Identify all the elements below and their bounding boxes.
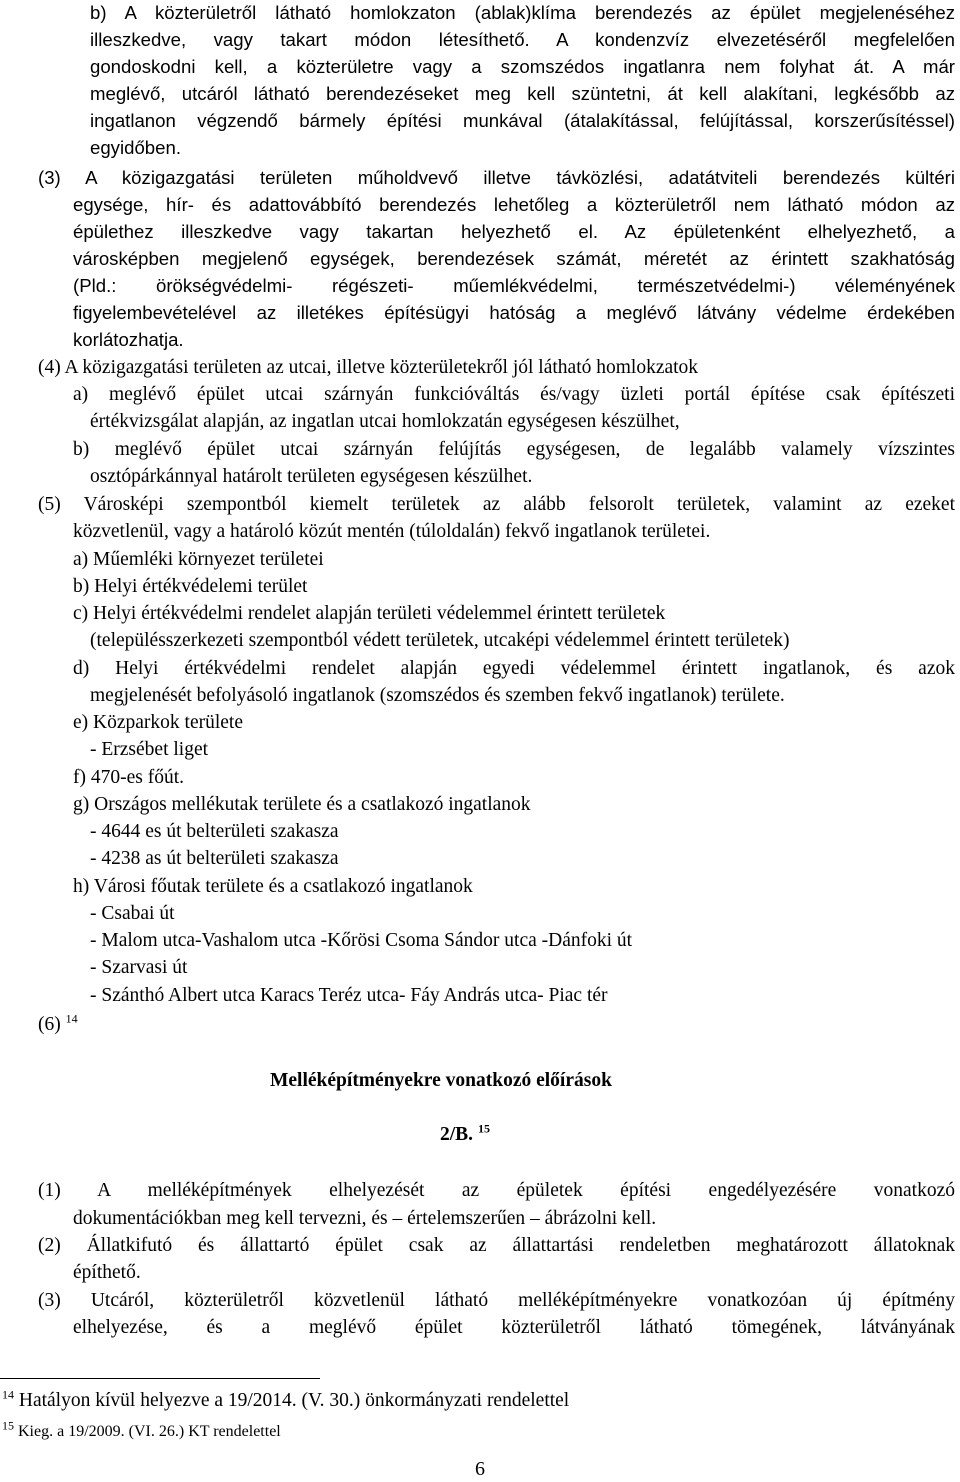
- intro-line: egyidőben.: [90, 137, 181, 158]
- intro-line: b) A közterületről látható homlokzaton (ablak)klíma berendezés az épület megjelenéséhez: [90, 2, 955, 23]
- footnote-text: Hatályon kívül helyezve a 19/2014. (V. 30.) önkormányzati rendelettel: [18, 1390, 570, 1411]
- footnote-divider: [0, 1378, 320, 1379]
- para-5-head: (5) Városképi szempontból kiemelt területek az alább felsorolt területek, valamint az ezeket: [38, 494, 955, 515]
- para-3-line: (Pld.: örökségvédelmi- régészeti- műemlékvédelmi, természetvédelmi-) véleményének: [73, 275, 955, 296]
- para-3-line: városképben megjelenő egységek, berendezések számát, méretét az érintett szakhatóság: [73, 248, 955, 269]
- intro-line: meglévő, utcáról látható berendezéseket meg kell szüntetni, át kell alakítani, legkésőbb az: [90, 83, 955, 104]
- footnote-ref[interactable]: 15: [477, 1121, 490, 1136]
- footnote-number: 15: [2, 1418, 14, 1433]
- page-number: 6: [475, 1458, 485, 1480]
- s2b-para-2: építhető.: [73, 1262, 141, 1283]
- para-4-a: értékvizsgálat alapján, az ingatlan utcai homlokzatán egységesen készülhet,: [90, 411, 680, 432]
- para-4-b: osztópárkánnyal határolt területen egységesen készülhet.: [90, 466, 533, 487]
- section-number: [440, 1122, 490, 1148]
- para-3-line: egysége, hír- és adattovábbító berendezés lehetőleg a közterületről nem látható módon az: [73, 194, 955, 215]
- para-5-a: a) Műemléki környezet területei: [73, 549, 324, 570]
- para-3-line: épülethez illeszkedve vagy takartan helyezhető el. Az épületenként elhelyezhető, a: [73, 221, 955, 242]
- para-5-c: c) Helyi értékvédelmi rendelet alapján területi védelemmel érintett területek: [73, 603, 666, 624]
- list-item: - 4238 as út belterületi szakasza: [90, 848, 339, 869]
- list-item: - Csabai út: [90, 903, 175, 924]
- para-5-d: megjelenését befolyásoló ingatlanok (szomszédos és szemben fekvő ingatlanok) területe.: [90, 685, 785, 706]
- list-item: - Malom utca-Vashalom utca -Kőrösi Csoma Sándor utca -Dánfoki út: [90, 930, 633, 951]
- s2b-para-2: (2) Állatkifutó és állattartó épület csak az állattartási rendeletben meghatározott állatoknak: [38, 1235, 955, 1256]
- para-4-head: (4) A közigazgatási területen az utcai, illetve közterületekről jól látható homlokzatok: [38, 357, 699, 378]
- para-5-d: d) Helyi értékvédelmi rendelet alapján egyedi védelemmel érintett ingatlanok, és azok: [73, 658, 955, 679]
- para-5-b: b) Helyi értékvédelemi terület: [73, 576, 308, 597]
- para-6-label: (6): [38, 1014, 61, 1035]
- footnote-15: [2, 1418, 281, 1441]
- intro-line: gondoskodni kell, a közterületre vagy a szomszédos ingatlanra nem folyhat át. A már: [90, 56, 955, 77]
- para-5-e: e) Közparkok területe: [73, 712, 243, 733]
- s2b-para-1: dokumentációkban meg kell tervezni, és – értelemszerűen – ábrázolni kell.: [73, 1208, 657, 1229]
- s2b-para-3: elhelyezése, és a meglévő épület közterületről látható tömegének, látványának: [73, 1317, 955, 1338]
- list-item: - Szarvasi út: [90, 957, 188, 978]
- s2b-para-3: (3) Utcáról, közterületről közvetlenül látható melléképítményekre vonatkozóan új építmény: [38, 1290, 955, 1311]
- para-3-line: figyelembevételével az illetékes építésügyi hatóság a meglévő látvány védelme érdekében: [73, 302, 955, 323]
- section-number-text: 2/B.: [440, 1124, 474, 1145]
- para-3-line: korlátozhatja.: [73, 329, 184, 350]
- intro-line: illeszkedve, vagy takart módon létesíthető. A kondenzvíz elvezetéséről megfelelően: [90, 29, 955, 50]
- para-5-f: f) 470-es főút.: [73, 767, 185, 788]
- para-6: [38, 1012, 78, 1038]
- para-5-h: h) Városi főutak területe és a csatlakozó ingatlanok: [73, 876, 473, 897]
- para-4-a: a) meglévő épület utcai szárnyán funkcióváltás és/vagy üzleti portál építése csak építészeti: [73, 384, 955, 405]
- list-item: - Erzsébet liget: [90, 739, 209, 760]
- intro-line: ingatlanon végzendő bármely építési munkával (átalakítással, felújítással, korszerűsítéssel): [90, 110, 955, 131]
- para-4-b: b) meglévő épület utcai szárnyán felújítás egységesen, de legalább valamely vízszintes: [73, 439, 955, 460]
- para-5-c: (településszerkezeti szempontból védett területek, utcaképi védelemmel érintett területek): [90, 630, 790, 651]
- footnote-text: Kieg. a 19/2009. (VI. 26.) KT rendelettel: [18, 1423, 281, 1440]
- footnote-number: 14: [2, 1387, 14, 1402]
- footnote-14: [2, 1387, 570, 1412]
- para-5-head: közvetlenül, vagy a határoló közút mentén (túloldalán) fekvő ingatlanok területei.: [73, 521, 711, 542]
- s2b-para-1: (1) A melléképítmények elhelyezését az épületek építési engedélyezésére vonatkozó: [38, 1180, 955, 1201]
- section-title: Melléképítményekre vonatkozó előírások: [270, 1070, 612, 1091]
- list-item: - 4644 es út belterületi szakasza: [90, 821, 339, 842]
- para-3-line: (3) A közigazgatási területen műholdvevő illetve távközlési, adatátviteli berendezés kültéri: [38, 167, 955, 188]
- para-5-g: g) Országos mellékutak területe és a csatlakozó ingatlanok: [73, 794, 531, 815]
- footnote-ref[interactable]: 14: [65, 1011, 78, 1026]
- list-item: - Szánthó Albert utca Karacs Teréz utca- Fáy András utca- Piac tér: [90, 985, 608, 1006]
